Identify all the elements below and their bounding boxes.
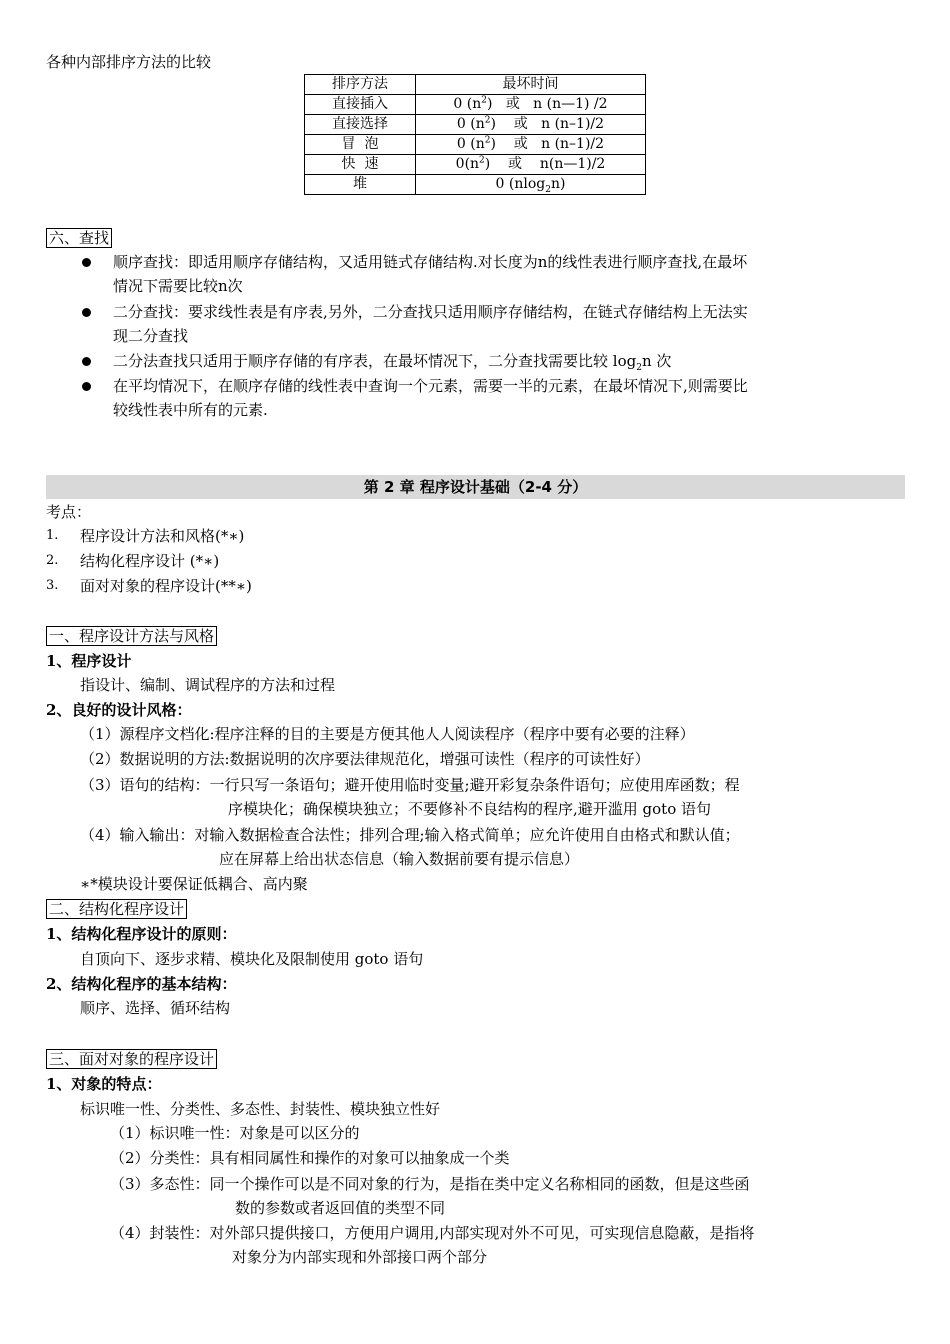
bullet-icon (82, 382, 91, 391)
chapter-banner: 第 2 章 程序设计基础（2-4 分） (46, 475, 905, 499)
point-number: 1. (46, 528, 59, 543)
sort-compare-heading: 各种内部排序方法的比较 (46, 53, 212, 71)
section-title-oop: 三、面对对象的程序设计 (46, 1047, 217, 1071)
list-item-continuation: 序模块化；确保模块独立；不要修补不良结构的程序,避开滥用 goto 语句 (228, 800, 711, 818)
table-row (305, 95, 646, 115)
table-row (305, 115, 646, 135)
kaodian-label: 考点： (46, 503, 92, 521)
list-item-continuation: 较线性表中所有的元素. (113, 401, 268, 419)
list-item: （3）语句的结构：一行只写一条语句；避开使用临时变量;避开彩复杂条件语句；应使用库函数；程 (80, 776, 740, 794)
table-row (305, 155, 646, 175)
subheading: 2、良好的设计风格： (46, 701, 192, 719)
paragraph: 顺序、选择、循环结构 (80, 999, 231, 1017)
table-header-cell: 排序方法 (305, 75, 416, 95)
section-title-style: 一、程序设计方法与风格 (46, 624, 217, 648)
list-item-continuation: 应在屏幕上给出状态信息（输入数据前要有提示信息） (219, 850, 580, 868)
paragraph: 标识唯一性、分类性、多态性、封装性、模块独立性好 (80, 1100, 441, 1118)
subheading: 1、对象的特点： (46, 1075, 162, 1093)
point-text: 程序设计方法和风格(*∗) (80, 527, 245, 545)
table-cell-method: 直接插入 (305, 95, 416, 115)
paragraph: 自顶向下、逐步求精、模块化及限制使用 goto 语句 (80, 950, 424, 968)
bullet-icon (82, 357, 91, 366)
table-header-row (305, 75, 646, 95)
list-item-continuation: 对象分为内部实现和外部接口两个部分 (232, 1248, 488, 1266)
point-number: 3. (46, 578, 59, 593)
list-item: （1）源程序文档化:程序注释的目的主要是方便其他人人阅读程序（程序中要有必要的注释） (80, 725, 695, 743)
sort-compare-table (304, 74, 646, 195)
list-item-continuation: 情况下需要比较n次 (113, 277, 243, 295)
list-item: 顺序查找：即适用顺序存储结构，又适用链式存储结构.对长度为n的线性表进行顺序查找,在最坏 (113, 253, 748, 271)
table-header-cell: 最坏时间 (416, 75, 646, 95)
list-item: 在平均情况下，在顺序存储的线性表中查询一个元素，需要一半的元素，在最坏情况下,则需要比 (113, 377, 748, 395)
table-cell-worst: 0 $(n^2)$ 或 n (n–1)/2 (416, 115, 646, 135)
subheading: 2、结构化程序的基本结构： (46, 975, 237, 993)
paragraph: 指设计、编制、调试程序的方法和过程 (80, 676, 336, 694)
list-item: 二分查找：要求线性表是有序表,另外，二分查找只适用顺序存储结构，在链式存储结构上无法实 (113, 303, 748, 321)
list-item: （3）多态性：同一个操作可以是不同对象的行为，是指在类中定义名称相同的函数，但是这些函 (110, 1175, 750, 1193)
list-item: （1）标识唯一性：对象是可以区分的 (110, 1124, 360, 1142)
list-item: 二分法查找只适用于顺序存储的有序表，在最坏情况下，二分查找需要比较 $\log_2n$ 次 (113, 352, 672, 373)
list-item: （4）封装性：对外部只提供接口，方便用户调用,内部实现对外不可见，可实现信息隐蔽，是指将 (110, 1224, 755, 1242)
table-cell-method: 直接选择 (305, 115, 416, 135)
table-cell-worst: 0 (nlog$_2$n) (416, 175, 646, 195)
list-item: （4）输入输出：对输入数据检查合法性；排列合理;输入格式简单；应允许使用自由格式和默认值； (80, 826, 740, 844)
subheading: 1、结构化程序设计的原则： (46, 925, 237, 943)
point-text: 面对对象的程序设计(**∗) (80, 577, 252, 595)
table-cell-worst: 0 $(n^2)$ 或 n (n–1)/2 (416, 135, 646, 155)
list-item-continuation: 现二分查找 (113, 327, 189, 345)
table-row (305, 175, 646, 195)
table-cell-method: 快 速 (305, 155, 416, 175)
section-title-search: 六、查找 (46, 226, 112, 250)
list-item: （2）分类性：具有相同属性和操作的对象可以抽象成一个类 (110, 1149, 510, 1167)
list-item-continuation: 数的参数或者返回值的类型不同 (235, 1199, 446, 1217)
bullet-icon (82, 258, 91, 267)
subheading: 1、程序设计 (46, 652, 132, 670)
table-cell-worst: $0(n^2)$ 或 n(n—1)/2 (416, 155, 646, 175)
table-cell-worst: 0 $(n^2)$ 或 n (n—1) /2 (416, 95, 646, 115)
section-title-structured: 二、结构化程序设计 (46, 897, 187, 921)
point-text: 结构化程序设计 (*∗) (80, 552, 220, 570)
table-cell-method: 冒 泡 (305, 135, 416, 155)
table-cell-method: 堆 (305, 175, 416, 195)
note: ∗*模块设计要保证低耦合、高内聚 (80, 875, 308, 893)
bullet-icon (82, 308, 91, 317)
table-row (305, 135, 646, 155)
list-item: （2）数据说明的方法:数据说明的次序要法律规范化，增强可读性（程序的可读性好） (80, 750, 650, 768)
point-number: 2. (46, 553, 59, 568)
